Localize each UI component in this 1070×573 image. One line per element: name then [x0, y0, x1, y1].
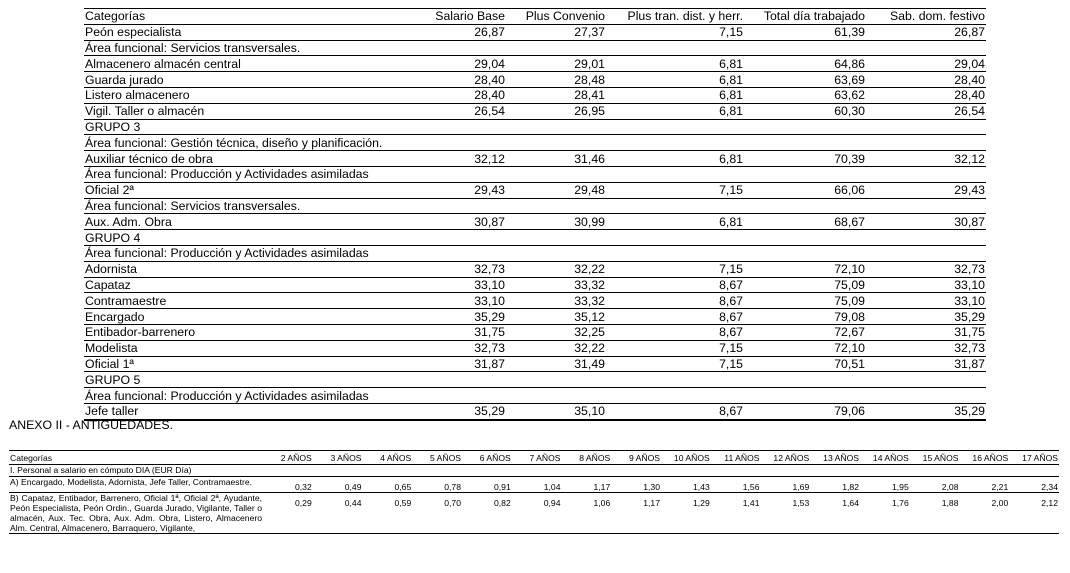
cell-value: 32,73	[414, 261, 506, 277]
seniority-value: 2,34	[1009, 477, 1059, 493]
seniority-value: 0,65	[363, 477, 413, 493]
cell-value: 79,06	[744, 403, 866, 419]
cell-value: 7,15	[606, 24, 744, 40]
seniority-value: 2,21	[960, 477, 1010, 493]
cell-value: 70,39	[744, 151, 866, 167]
section-label: Área funcional: Servicios transversales.	[84, 40, 986, 56]
header-col-1: Salario Base	[414, 9, 506, 25]
table-row	[84, 277, 986, 293]
seniority-row	[9, 493, 1059, 534]
seniority-header-years: 2 AÑOS	[263, 451, 313, 465]
cell-value: 32,73	[866, 340, 986, 356]
cell-value: 63,69	[744, 72, 866, 88]
category-name: Oficial 2ª	[84, 182, 414, 198]
cell-value: 75,09	[744, 293, 866, 309]
cell-value: 35,29	[414, 309, 506, 325]
cell-value: 31,49	[506, 356, 606, 372]
seniority-header-row	[9, 451, 1059, 465]
cell-value: 7,15	[606, 261, 744, 277]
cell-value: 29,43	[414, 182, 506, 198]
seniority-row	[9, 477, 1059, 493]
cell-value: 26,87	[414, 24, 506, 40]
cell-value: 33,10	[866, 293, 986, 309]
table-row	[84, 24, 986, 40]
cell-value: 33,32	[506, 293, 606, 309]
salary-body	[84, 24, 986, 419]
cell-value: 79,08	[744, 309, 866, 325]
cell-value: 35,29	[866, 403, 986, 419]
seniority-header-years: 17 AÑOS	[1009, 451, 1059, 465]
cell-value: 26,87	[866, 24, 986, 40]
section-label: Área funcional: Servicios transversales.	[84, 198, 986, 214]
header-col-3: Plus tran. dist. y herr.	[606, 9, 744, 25]
table-row	[84, 72, 986, 88]
cell-value: 32,22	[506, 261, 606, 277]
cell-value: 6,81	[606, 56, 744, 72]
seniority-value: 0,49	[313, 477, 363, 493]
seniority-value: 1,06	[562, 493, 612, 534]
section-label-row	[84, 40, 986, 56]
table-row	[84, 324, 986, 340]
seniority-value: 2,12	[1009, 493, 1059, 534]
cell-value: 28,40	[414, 72, 506, 88]
seniority-value: 1,17	[611, 493, 661, 534]
seniority-value: 0,32	[263, 477, 313, 493]
category-name: Oficial 1ª	[84, 356, 414, 372]
cell-value: 6,81	[606, 72, 744, 88]
section-label: Área funcional: Producción y Actividades asimiladas	[84, 245, 986, 261]
seniority-header-years: 11 AÑOS	[711, 451, 761, 465]
section-label: GRUPO 3	[84, 119, 986, 135]
cell-value: 7,15	[606, 340, 744, 356]
cell-value: 28,41	[506, 87, 606, 103]
table-row	[84, 151, 986, 167]
cell-value: 32,73	[414, 340, 506, 356]
section-label-row	[84, 135, 986, 151]
cell-value: 60,30	[744, 103, 866, 119]
seniority-value: 1,82	[810, 477, 860, 493]
seniority-table	[9, 450, 1059, 534]
cell-value: 7,15	[606, 182, 744, 198]
cell-value: 63,62	[744, 87, 866, 103]
cell-value: 33,10	[414, 293, 506, 309]
cell-value: 6,81	[606, 87, 744, 103]
section-label-row	[84, 119, 986, 135]
seniority-header-years: 6 AÑOS	[462, 451, 512, 465]
cell-value: 32,25	[506, 324, 606, 340]
cell-value: 31,46	[506, 151, 606, 167]
seniority-header-years: 14 AÑOS	[860, 451, 910, 465]
table-row	[84, 87, 986, 103]
seniority-value: 1,95	[860, 477, 910, 493]
section-label-row	[84, 230, 986, 246]
category-name: Listero almacenero	[84, 87, 414, 103]
section-label: GRUPO 5	[84, 372, 986, 388]
seniority-header-years: 8 AÑOS	[562, 451, 612, 465]
seniority-value: 1,29	[661, 493, 711, 534]
category-name: Modelista	[84, 340, 414, 356]
cell-value: 28,48	[506, 72, 606, 88]
cell-value: 31,75	[414, 324, 506, 340]
cell-value: 33,10	[866, 277, 986, 293]
section-label-row	[84, 245, 986, 261]
cell-value: 8,67	[606, 293, 744, 309]
cell-value: 75,09	[744, 277, 866, 293]
cell-value: 32,22	[506, 340, 606, 356]
cell-value: 8,67	[606, 324, 744, 340]
category-name: Auxiliar técnico de obra	[84, 151, 414, 167]
cell-value: 29,04	[866, 56, 986, 72]
header-col-2: Plus Convenio	[506, 9, 606, 25]
cell-value: 8,67	[606, 309, 744, 325]
cell-value: 6,81	[606, 103, 744, 119]
seniority-value: 0,82	[462, 493, 512, 534]
cell-value: 68,67	[744, 214, 866, 230]
table-row	[84, 403, 986, 419]
seniority-header-years: 10 AÑOS	[661, 451, 711, 465]
category-name: Capataz	[84, 277, 414, 293]
section-label-row	[84, 166, 986, 182]
cell-value: 64,86	[744, 56, 866, 72]
seniority-body	[9, 465, 1059, 534]
header-col-4: Total día trabajado	[744, 9, 866, 25]
cell-value: 6,81	[606, 151, 744, 167]
header-categorias: Categorías	[84, 9, 414, 25]
category-name: Peón especialista	[84, 24, 414, 40]
seniority-category-desc: A) Encargado, Modelista, Adornista, Jefe Taller, Contramaestre.	[9, 477, 263, 493]
cell-value: 26,54	[866, 103, 986, 119]
table-row	[84, 182, 986, 198]
table-row	[84, 356, 986, 372]
cell-value: 32,73	[866, 261, 986, 277]
seniority-value: 1,30	[611, 477, 661, 493]
seniority-category-desc: B) Capataz, Entibador, Barrenero, Oficial 1ª, Oficial 2ª, Ayudante, Peón Especialista, Peón Ordin., Guarda Jurado, Vigilante, Taller o almacén, Aux. Tec. Obra, Aux. Adm. Obra, Listero, Almacenero Alm. Central, Almacenero, Barraquero, Vigilante,	[10, 493, 262, 533]
cell-value: 29,01	[506, 56, 606, 72]
seniority-header-years: 9 AÑOS	[611, 451, 661, 465]
cell-value: 72,10	[744, 261, 866, 277]
category-name: Jefe taller	[84, 403, 414, 419]
seniority-value: 0,59	[363, 493, 413, 534]
section-label-row	[84, 372, 986, 388]
cell-value: 8,67	[606, 403, 744, 419]
seniority-value: 1,76	[860, 493, 910, 534]
cell-value: 61,39	[744, 24, 866, 40]
seniority-header-years: 4 AÑOS	[363, 451, 413, 465]
cell-value: 29,43	[866, 182, 986, 198]
header-col-5: Sab. dom. festivo	[866, 9, 986, 25]
seniority-value: 0,94	[512, 493, 562, 534]
seniority-value: 2,08	[910, 477, 960, 493]
cell-value: 7,15	[606, 356, 744, 372]
cell-value: 35,12	[506, 309, 606, 325]
seniority-value: 1,88	[910, 493, 960, 534]
cell-value: 32,12	[866, 151, 986, 167]
seniority-header-categorias: Categorías	[9, 451, 263, 465]
category-name: Almacenero almacén central	[84, 56, 414, 72]
seniority-value: 2,00	[960, 493, 1010, 534]
cell-value: 26,95	[506, 103, 606, 119]
section-label: Área funcional: Producción y Actividades asimiladas	[84, 166, 986, 182]
seniority-value: 0,29	[263, 493, 313, 534]
category-name: Vigil. Taller o almacén	[84, 103, 414, 119]
cell-value: 30,99	[506, 214, 606, 230]
seniority-value: 0,70	[412, 493, 462, 534]
seniority-header-years: 3 AÑOS	[313, 451, 363, 465]
cell-value: 31,75	[866, 324, 986, 340]
section-label: GRUPO 4	[84, 230, 986, 246]
cell-value: 26,54	[414, 103, 506, 119]
cell-value: 70,51	[744, 356, 866, 372]
cell-value: 8,67	[606, 277, 744, 293]
section-label-row	[84, 198, 986, 214]
category-name: Contramaestre	[84, 293, 414, 309]
seniority-header-years: 7 AÑOS	[512, 451, 562, 465]
cell-value: 72,67	[744, 324, 866, 340]
category-name: Encargado	[84, 309, 414, 325]
category-name: Entibador-barrenero	[84, 324, 414, 340]
seniority-value: 0,44	[313, 493, 363, 534]
seniority-value: 1,69	[761, 477, 811, 493]
cell-value: 35,29	[866, 309, 986, 325]
seniority-value: 1,43	[661, 477, 711, 493]
cell-value: 30,87	[414, 214, 506, 230]
seniority-value: 1,41	[711, 493, 761, 534]
seniority-section-label: I. Personal a salario en cómputo DIA (EUR Día)	[9, 465, 1059, 477]
category-name: Adornista	[84, 261, 414, 277]
cell-value: 72,10	[744, 340, 866, 356]
cell-value: 31,87	[866, 356, 986, 372]
cell-value: 31,87	[414, 356, 506, 372]
cell-value: 6,81	[606, 214, 744, 230]
seniority-section-row	[9, 465, 1059, 477]
table-row	[84, 214, 986, 230]
cell-value: 66,06	[744, 182, 866, 198]
table-row	[84, 56, 986, 72]
cell-value: 33,10	[414, 277, 506, 293]
salary-header-row	[84, 9, 986, 25]
table-row	[84, 261, 986, 277]
salary-table	[84, 8, 986, 421]
cell-value: 29,48	[506, 182, 606, 198]
cell-value: 33,32	[506, 277, 606, 293]
seniority-header-years: 15 AÑOS	[910, 451, 960, 465]
cell-value: 35,29	[414, 403, 506, 419]
cell-value: 32,12	[414, 151, 506, 167]
cell-value: 30,87	[866, 214, 986, 230]
annex-title: ANEXO II - ANTIGÜEDADES.	[9, 418, 173, 432]
seniority-value: 0,91	[462, 477, 512, 493]
seniority-value: 1,04	[512, 477, 562, 493]
cell-value: 28,40	[866, 72, 986, 88]
seniority-header-years: 5 AÑOS	[412, 451, 462, 465]
seniority-value: 1,56	[711, 477, 761, 493]
cell-value: 35,10	[506, 403, 606, 419]
table-row	[84, 340, 986, 356]
seniority-grid	[9, 450, 1059, 534]
section-label: Área funcional: Gestión técnica, diseño y planificación.	[84, 135, 986, 151]
category-name: Aux. Adm. Obra	[84, 214, 414, 230]
category-name: Guarda jurado	[84, 72, 414, 88]
section-label-row	[84, 388, 986, 404]
seniority-value: 0,78	[412, 477, 462, 493]
table-row	[84, 309, 986, 325]
salary-grid	[84, 8, 986, 421]
seniority-value: 1,64	[810, 493, 860, 534]
cell-value: 28,40	[414, 87, 506, 103]
table-row	[84, 293, 986, 309]
section-label: Área funcional: Producción y Actividades asimiladas	[84, 388, 986, 404]
seniority-value: 1,17	[562, 477, 612, 493]
seniority-header-years: 12 AÑOS	[761, 451, 811, 465]
seniority-value: 1,53	[761, 493, 811, 534]
cell-value: 27,37	[506, 24, 606, 40]
seniority-header-years: 13 AÑOS	[810, 451, 860, 465]
cell-value: 28,40	[866, 87, 986, 103]
table-row	[84, 103, 986, 119]
cell-value: 29,04	[414, 56, 506, 72]
seniority-header-years: 16 AÑOS	[960, 451, 1010, 465]
